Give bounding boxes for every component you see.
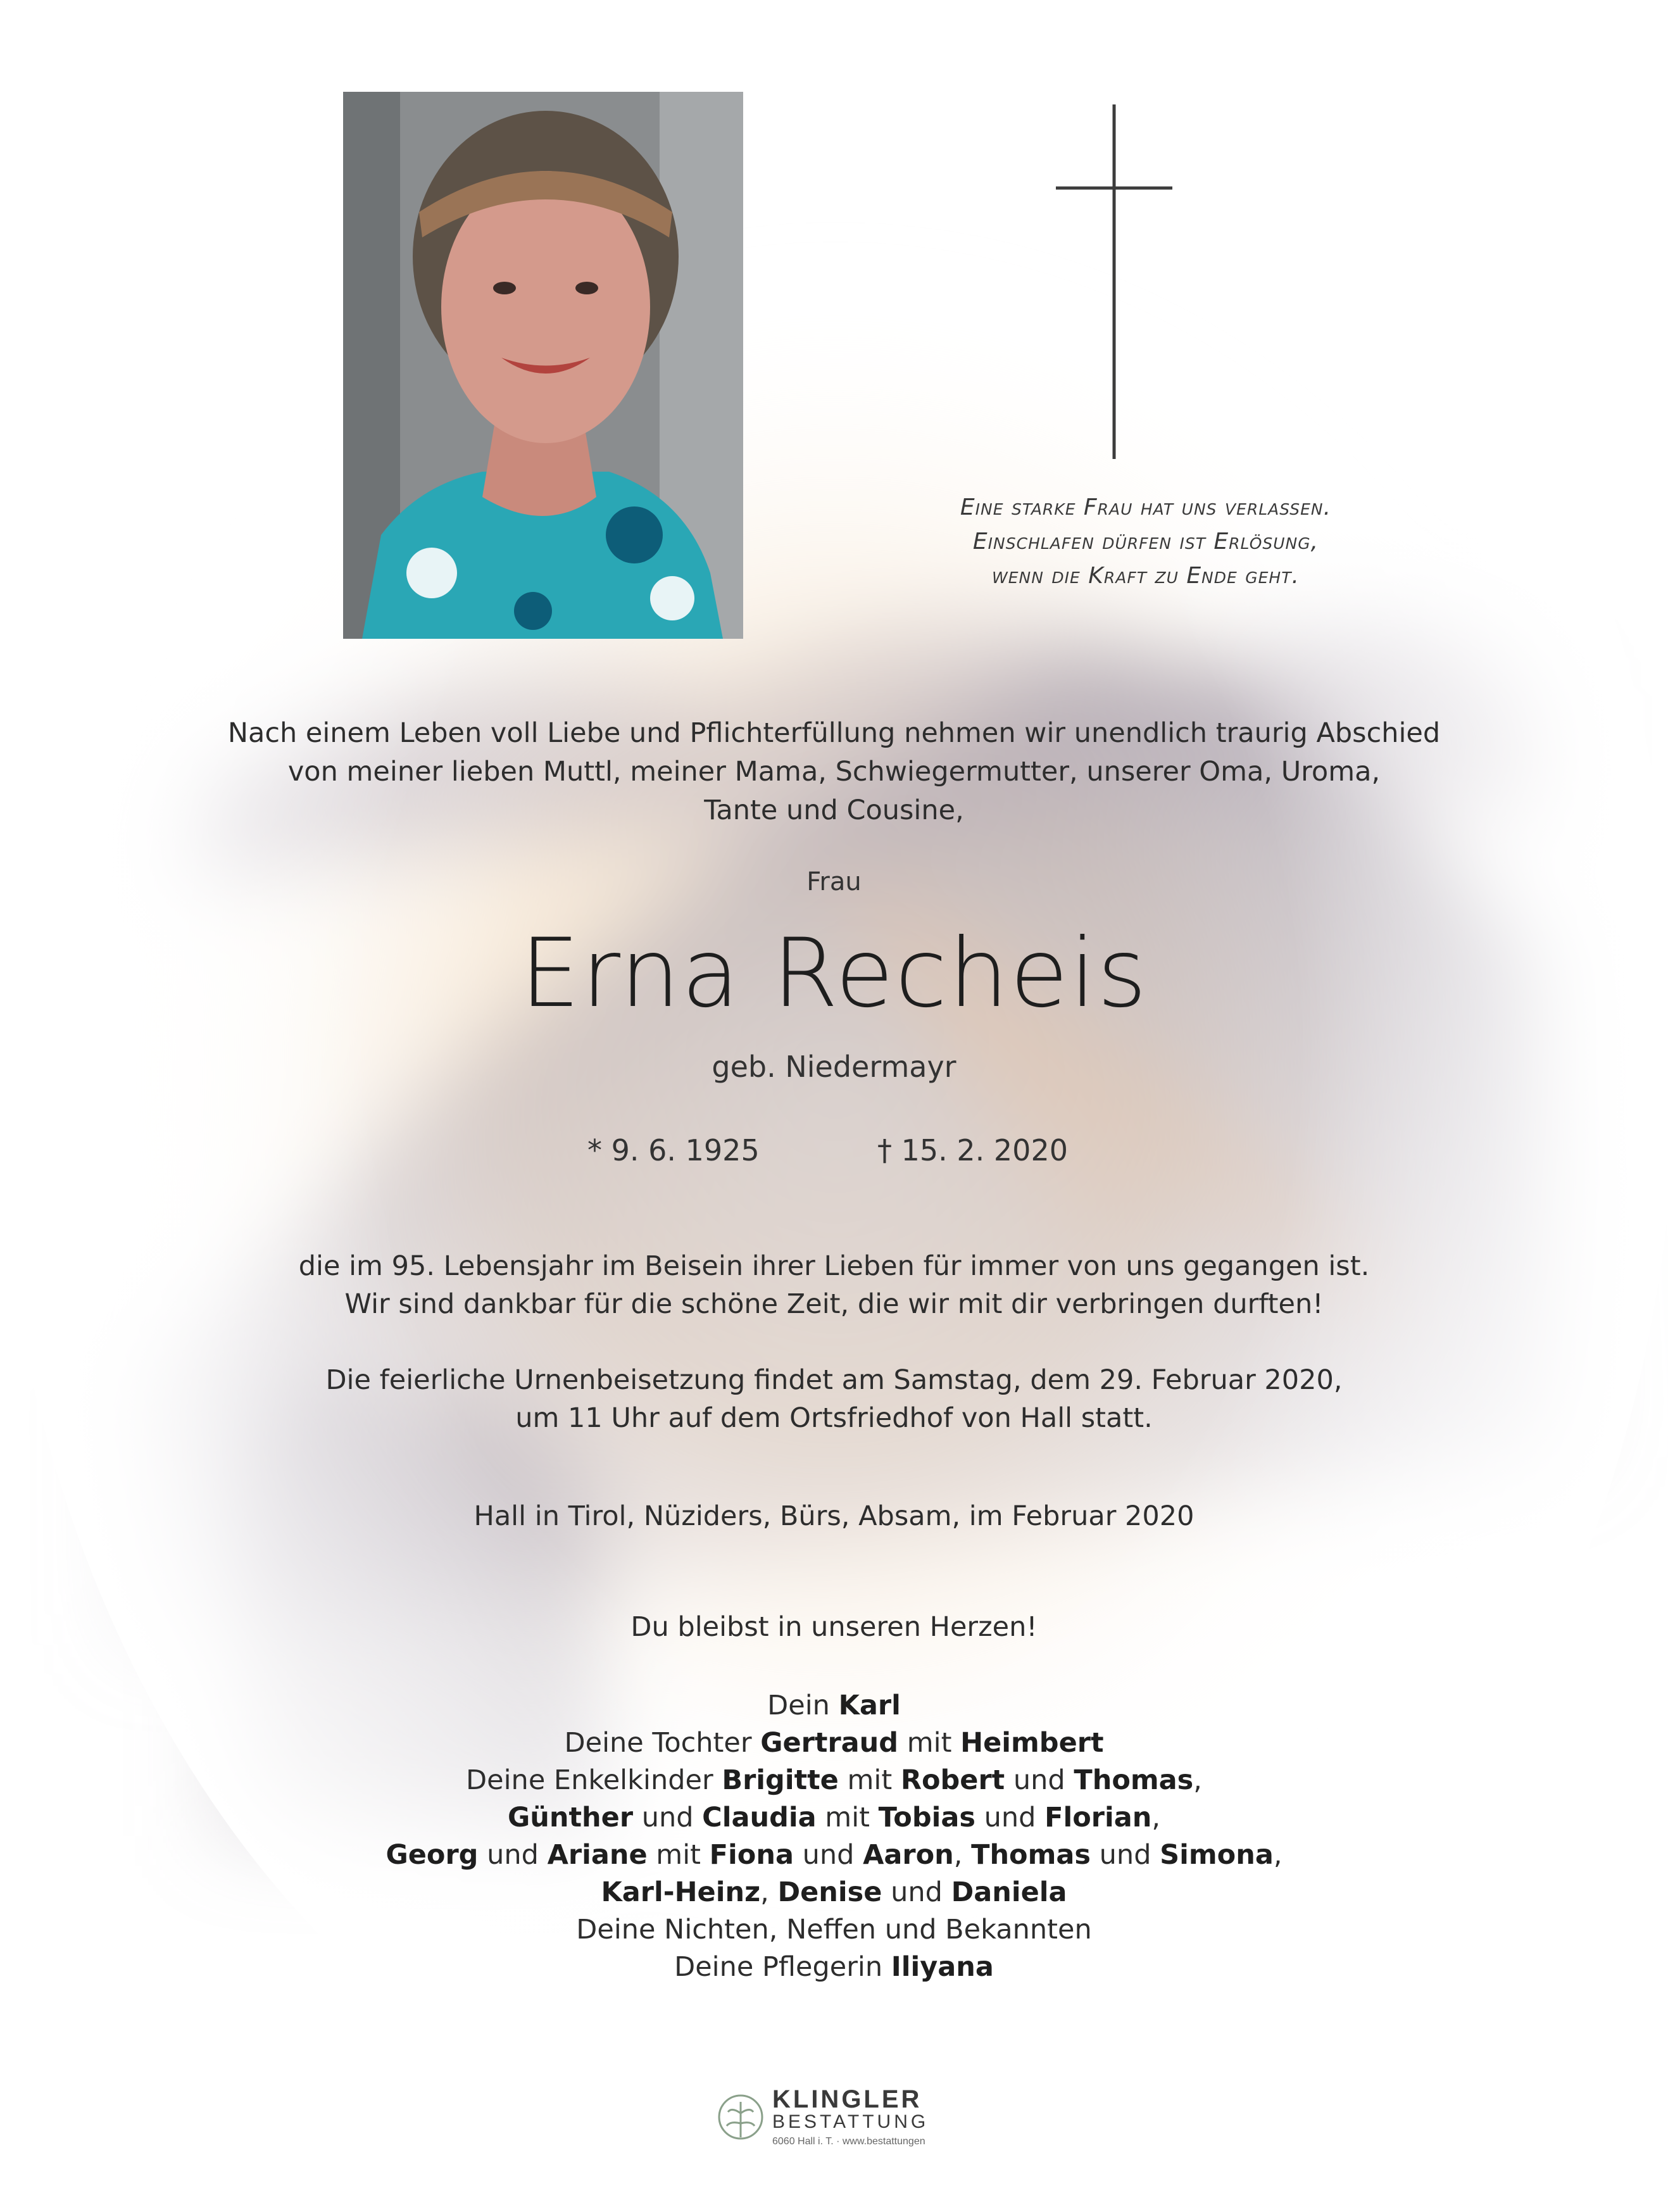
mourner-line [0, 1911, 1668, 1949]
tree-of-life-icon [715, 2088, 766, 2154]
funeral-text [0, 1361, 1668, 1437]
mourner-name: Günther [507, 1802, 634, 1833]
mourner-text: , [953, 1839, 972, 1871]
mourner-text: Dein [767, 1690, 839, 1721]
verse-line: Einschlafen dürfen ist Erlösung, [972, 529, 1319, 555]
funeral-line: um 11 Uhr auf dem Ortsfriedhof von Hall statt. [515, 1402, 1153, 1434]
mourner-text: mit [898, 1727, 961, 1759]
mourner-line [0, 1687, 1668, 1725]
verse-line: Eine starke Frau hat uns verlassen. [960, 494, 1332, 520]
mourner-line [0, 1949, 1668, 1986]
verse-line: wenn die Kraft zu Ende geht. [992, 563, 1300, 589]
mourner-text: , [1273, 1839, 1282, 1871]
mourners-list [0, 1687, 1668, 1986]
mourner-line [0, 1874, 1668, 1911]
intro-line: Tante und Cousine, [704, 795, 964, 826]
mourner-name: Karl [838, 1690, 901, 1721]
mourner-name: Gertraud [760, 1727, 899, 1759]
mourner-text: und [975, 1802, 1045, 1833]
mourner-line [0, 1837, 1668, 1874]
mourner-text: Deine Tochter [564, 1727, 761, 1759]
mourner-name: Iliyana [891, 1951, 994, 1983]
funeral-line: Die feierliche Urnenbeisetzung findet am Samstag, dem 29. Februar 2020, [325, 1364, 1343, 1396]
mourner-text: mit [838, 1764, 901, 1796]
passing-line: Wir sind dankbar für die schöne Zeit, die wir mit dir verbringen durften! [344, 1288, 1324, 1320]
logo-contact: 6060 Hall i. T. · www.bestattungen [772, 2136, 925, 2147]
mourner-name: Denise [777, 1876, 882, 1908]
mourner-name: Ariane [547, 1839, 648, 1871]
mourner-name: Brigitte [722, 1764, 839, 1796]
mourner-text: , [760, 1876, 778, 1908]
mourner-name: Thomas [1074, 1764, 1194, 1796]
logo-name: KLINGLER [772, 2085, 922, 2113]
passing-text [0, 1247, 1668, 1323]
closing-phrase: Du bleibst in unseren Herzen! [630, 1611, 1038, 1643]
mourner-text: Deine Nichten, Neffen und Bekannten [576, 1914, 1092, 1945]
mourner-text: Deine Pflegerin [674, 1951, 891, 1983]
mourner-name: Simona [1160, 1839, 1274, 1871]
mourner-name: Thomas [971, 1839, 1091, 1871]
mourner-name: Karl-Heinz [601, 1876, 761, 1908]
mourner-name: Tobias [878, 1802, 975, 1833]
mourner-name: Daniela [951, 1876, 1067, 1908]
mourner-line [0, 1799, 1668, 1837]
mourner-name: Claudia [702, 1802, 817, 1833]
mourner-text: und [793, 1839, 863, 1871]
verse [842, 491, 1450, 593]
deceased-name: Erna Recheis [520, 919, 1148, 1029]
mourner-text: mit [816, 1802, 879, 1833]
maiden-name: geb. Niedermayr [712, 1050, 956, 1084]
mourner-text: und [1091, 1839, 1160, 1871]
death-date: † 15. 2. 2020 [877, 1133, 1068, 1167]
mourner-text: und [633, 1802, 703, 1833]
intro-line: von meiner lieben Muttl, meiner Mama, Schwiegermutter, unserer Oma, Uroma, [287, 756, 1381, 788]
portrait-photo [343, 92, 743, 639]
mourner-text: und [1005, 1764, 1074, 1796]
cross-icon [1051, 104, 1177, 459]
logo-subtitle: BESTATTUNG [772, 2111, 929, 2132]
mourner-text: mit [647, 1839, 710, 1871]
mourner-text: und [478, 1839, 548, 1871]
intro-line: Nach einem Leben voll Liebe und Pflichterfüllung nehmen wir unendlich traurig Abschied [227, 717, 1441, 749]
birth-date: * 9. 6. 1925 [587, 1133, 760, 1167]
salutation: Frau [806, 867, 862, 896]
funeral-home-logo [715, 2083, 981, 2159]
passing-line: die im 95. Lebensjahr im Beisein ihrer Lieben für immer von uns gegangen ist. [298, 1250, 1370, 1282]
mourner-name: Fiona [709, 1839, 794, 1871]
mourner-text: und [882, 1876, 951, 1908]
mourner-text: , [1193, 1764, 1202, 1796]
mourner-text: , [1151, 1802, 1161, 1833]
mourner-text: Deine Enkelkinder [466, 1764, 722, 1796]
place-and-date: Hall in Tirol, Nüziders, Bürs, Absam, im Februar 2020 [473, 1500, 1195, 1532]
mourner-name: Aaron [863, 1839, 954, 1871]
mourner-name: Florian [1044, 1802, 1152, 1833]
mourner-name: Heimbert [960, 1727, 1104, 1759]
mourner-line [0, 1725, 1668, 1762]
mourner-line [0, 1762, 1668, 1799]
mourner-name: Georg [386, 1839, 479, 1871]
intro-text [0, 714, 1668, 830]
mourner-name: Robert [900, 1764, 1005, 1796]
